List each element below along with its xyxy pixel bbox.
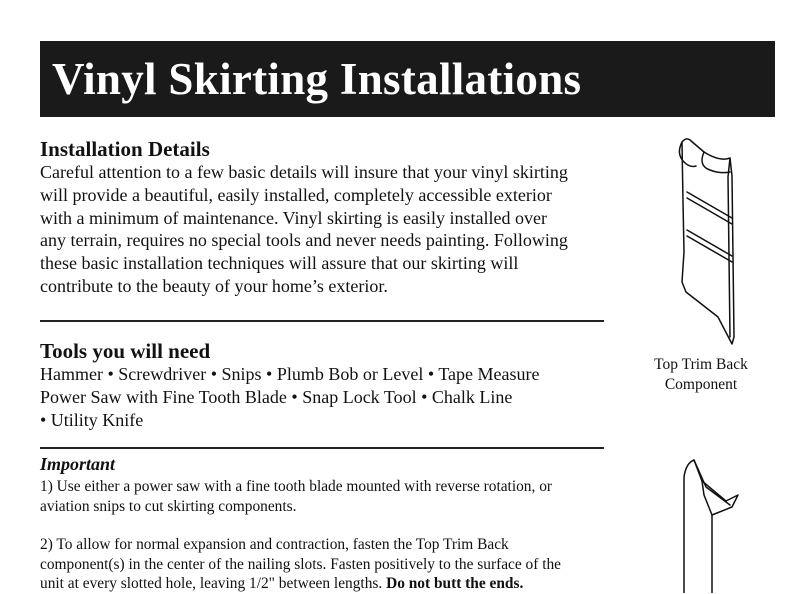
top-trim-back-illustration [660, 132, 760, 347]
title-bar [40, 41, 775, 117]
tools-line: Hammer • Screwdriver • Snips • Plumb Bob or Level • Tape Measure [40, 364, 540, 384]
tools-section [40, 339, 606, 432]
component-illustration [676, 455, 746, 593]
important-item-1 [40, 477, 610, 516]
important-line [40, 574, 610, 594]
important-line-text: unit at every slotted hole, leaving 1/2" between lengths. [40, 575, 387, 592]
important-line: 1) Use either a power saw with a fine tooth blade mounted with reverse rotation, or [40, 478, 553, 495]
tools-line: Power Saw with Fine Tooth Blade • Snap Lock Tool • Chalk Line [40, 387, 513, 407]
important-warning: Do not butt the ends. [386, 575, 524, 592]
installation-line: any terrain, requires no special tools and never needs painting. Following [40, 230, 568, 251]
tools-heading: Tools you will need [40, 339, 211, 363]
installation-line: with a minimum of maintenance. Vinyl skirting is easily installed over [40, 207, 547, 228]
installation-line: Careful attention to a few basic details will insure that your vinyl skirting [40, 162, 568, 182]
page-title: Vinyl Skirting Installations [52, 53, 582, 104]
divider-1 [40, 320, 604, 322]
important-line: aviation snips to cut skirting components. [40, 497, 297, 515]
installation-details-heading: Installation Details [40, 137, 210, 161]
important-heading: Important [40, 454, 116, 474]
caption-line: Top Trim Back [654, 356, 748, 373]
installation-line: contribute to the beauty of your home’s exterior. [40, 275, 388, 296]
important-line: 2) To allow for normal expansion and contraction, fasten the Top Trim Back [40, 536, 509, 553]
important-section [40, 454, 610, 594]
installation-details-text [40, 161, 606, 298]
divider-2 [40, 447, 604, 449]
caption-line: Component [664, 375, 738, 393]
installation-line: will provide a beautiful, easily installed, completely accessible exterior [40, 184, 552, 205]
installation-line: these basic installation techniques will assure that our skirting will [40, 253, 519, 274]
tools-line: • Utility Knife [40, 410, 144, 430]
important-item-2 [40, 535, 610, 594]
important-line: component(s) in the center of the nailing slots. Fasten positively to the surface of the [40, 555, 562, 573]
figure-caption [630, 355, 772, 394]
installation-details-section [40, 137, 606, 298]
